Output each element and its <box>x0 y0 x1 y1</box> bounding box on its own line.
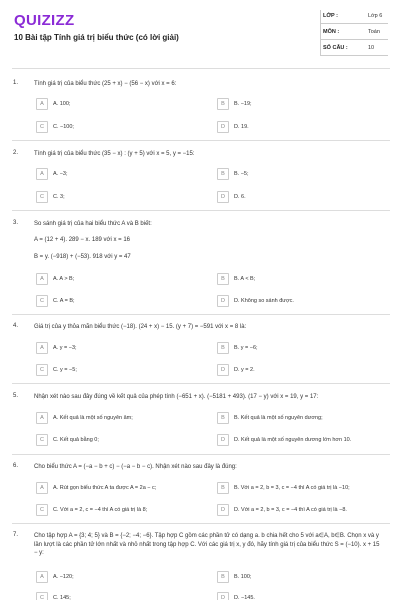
meta-value: 10 <box>368 45 375 51</box>
option-a[interactable] <box>36 98 206 110</box>
option-c[interactable] <box>36 295 206 307</box>
divider <box>12 210 390 211</box>
option-b[interactable] <box>217 98 387 110</box>
option-b[interactable] <box>217 168 387 180</box>
option-text: C. Kết quả bằng 0; <box>53 437 99 443</box>
option-text: C. −100; <box>53 124 74 130</box>
option-d[interactable] <box>217 191 387 203</box>
divider <box>12 140 390 141</box>
option-text: A. y = −3; <box>53 345 77 351</box>
option-d[interactable] <box>217 434 387 446</box>
question-text: So sánh giá trị của hai biểu thức A và B biết: <box>34 221 152 227</box>
quizizz-logo: QUIZIZZ <box>14 12 75 29</box>
option-letter-box: A <box>36 342 48 354</box>
option-text: A. A > B; <box>53 276 75 282</box>
option-letter-box: B <box>217 342 229 354</box>
option-a[interactable] <box>36 342 206 354</box>
option-letter-box: C <box>36 295 48 307</box>
option-letter-box: D <box>217 295 229 307</box>
option-b[interactable] <box>217 273 387 285</box>
option-text: C. A = B; <box>53 298 75 304</box>
option-b[interactable] <box>217 412 387 424</box>
question-text: Tính giá trị của biểu thức (35 − x) : (y + 5) với x = 5, y = −15: <box>34 151 195 157</box>
option-letter-box: D <box>217 504 229 516</box>
divider <box>12 68 390 69</box>
option-a[interactable] <box>36 482 206 494</box>
option-c[interactable] <box>36 434 206 446</box>
option-letter-box: B <box>217 168 229 180</box>
option-letter-box: D <box>217 364 229 376</box>
option-text: C. Với a = 2, c = −4 thì A có giá trị là 8; <box>53 507 148 513</box>
option-text: A. −120; <box>53 574 74 580</box>
option-text: D. Không so sánh được. <box>234 298 294 304</box>
question-text: Nhận xét nào sau đây đúng về kết quả của phép tính (−651 + x). (−5181 + 493). (17 − y) với x = 19, y = 17: <box>34 394 319 400</box>
question-text: Cho biểu thức A = (−a − b + c) − (−a − b − c). Nhận xét nào sau đây là đúng: <box>34 464 237 470</box>
meta-row-class <box>320 10 388 24</box>
option-letter-box: A <box>36 482 48 494</box>
option-text: B. 100; <box>234 574 252 580</box>
option-letter-box: A <box>36 412 48 424</box>
option-letter-box: C <box>36 592 48 600</box>
option-a[interactable] <box>36 412 206 424</box>
option-letter-box: C <box>36 434 48 446</box>
option-letter-box: D <box>217 592 229 600</box>
option-letter-box: C <box>36 364 48 376</box>
option-text: D. 19. <box>234 124 249 130</box>
meta-key: SỐ CÂU : <box>323 45 348 51</box>
option-c[interactable] <box>36 592 206 600</box>
option-letter-box: D <box>217 121 229 133</box>
question-number: 5. <box>13 393 19 399</box>
option-text: D. 6. <box>234 194 246 200</box>
question-text: Giá trị của y thỏa mãn biểu thức (−18). (24 + x) − 15. (y + 7) = −591 với x = 8 là: <box>34 324 247 330</box>
option-text: B. Với a = 2, b = 3, c = −4 thì A có giá trị là −10; <box>234 485 350 491</box>
option-letter-box: B <box>217 571 229 583</box>
question-number: 6. <box>13 463 19 469</box>
option-letter-box: B <box>217 273 229 285</box>
option-text: A. Rút gọn biểu thức A ta được A = 2a − c; <box>53 485 157 491</box>
question-text: Tính giá trị của biểu thức (25 + x) − (56 − x) với x = 6: <box>34 81 177 87</box>
option-d[interactable] <box>217 504 387 516</box>
divider <box>12 383 390 384</box>
option-letter-box: D <box>217 191 229 203</box>
meta-key: MÔN : <box>323 29 340 35</box>
option-d[interactable] <box>217 592 387 600</box>
meta-row-count <box>320 42 388 56</box>
option-text: B. y = −6; <box>234 345 258 351</box>
page-title: 10 Bài tập Tính giá trị biểu thức (có lời giải) <box>14 33 179 42</box>
option-letter-box: A <box>36 571 48 583</box>
option-text: B. Kết quả là một số nguyên dương; <box>234 415 323 421</box>
meta-key: LỚP : <box>323 13 338 19</box>
meta-row-subject <box>320 26 388 40</box>
option-letter-box: A <box>36 273 48 285</box>
question-number: 7. <box>13 532 19 538</box>
option-d[interactable] <box>217 364 387 376</box>
option-text: C. y = −5; <box>53 367 77 373</box>
option-b[interactable] <box>217 342 387 354</box>
question-extra-line: B = y. (−918) + (−53). 918 với y = 47 <box>34 254 131 260</box>
question-number: 4. <box>13 323 19 329</box>
divider <box>12 523 390 524</box>
option-b[interactable] <box>217 571 387 583</box>
option-letter-box: C <box>36 121 48 133</box>
option-letter-box: C <box>36 191 48 203</box>
option-letter-box: A <box>36 168 48 180</box>
question-number: 2. <box>13 150 19 156</box>
option-c[interactable] <box>36 191 206 203</box>
option-letter-box: A <box>36 98 48 110</box>
question-extra-line: A = (12 + 4). 289 − x. 189 với x = 16 <box>34 237 130 243</box>
option-text: C. 3; <box>53 194 65 200</box>
option-d[interactable] <box>217 295 387 307</box>
question-number: 3. <box>13 220 19 226</box>
option-letter-box: B <box>217 482 229 494</box>
option-text: B. A < B; <box>234 276 256 282</box>
option-a[interactable] <box>36 168 206 180</box>
meta-value: Toán <box>368 29 380 35</box>
option-text: A. 100; <box>53 101 71 107</box>
divider <box>12 454 390 455</box>
option-a[interactable] <box>36 273 206 285</box>
option-c[interactable] <box>36 504 206 516</box>
option-c[interactable] <box>36 364 206 376</box>
question-number: 1. <box>13 80 19 86</box>
meta-value: Lớp 6 <box>368 13 383 19</box>
option-letter-box: B <box>217 98 229 110</box>
option-d[interactable] <box>217 121 387 133</box>
option-text: D. −145. <box>234 595 255 600</box>
question-text: Cho tập hợp A = {3; 4; 5} và B = {−2; −4; −6}. Tập hợp C gồm các phần tử có dạng a. b chia hết cho 5 với a∈A, b∈B. Chọn x và y lần lượt là các phần tử lớn nhất và nhỏ nhất trong tập hợp C. Với các giá trị x, y đó, hãy tính giá trị của biểu thức S = (−10). x + 15 − y: <box>34 533 380 556</box>
option-text: D. Với a = 2, b = 3, c = −4 thì A có giá trị là −8. <box>234 507 347 513</box>
option-letter-box: B <box>217 412 229 424</box>
option-c[interactable] <box>36 121 206 133</box>
divider <box>12 314 390 315</box>
option-letter-box: D <box>217 434 229 446</box>
option-text: C. 145; <box>53 595 71 600</box>
option-text: A. −3; <box>53 171 68 177</box>
option-text: B. −5; <box>234 171 249 177</box>
option-a[interactable] <box>36 571 206 583</box>
option-text: B. −19; <box>234 101 252 107</box>
option-b[interactable] <box>217 482 387 494</box>
option-text: A. Kết quả là một số nguyên âm; <box>53 415 133 421</box>
option-letter-box: C <box>36 504 48 516</box>
option-text: D. Kết quả là một số nguyên dương lớn hơn 10. <box>234 437 352 443</box>
option-text: D. y = 2. <box>234 367 255 373</box>
